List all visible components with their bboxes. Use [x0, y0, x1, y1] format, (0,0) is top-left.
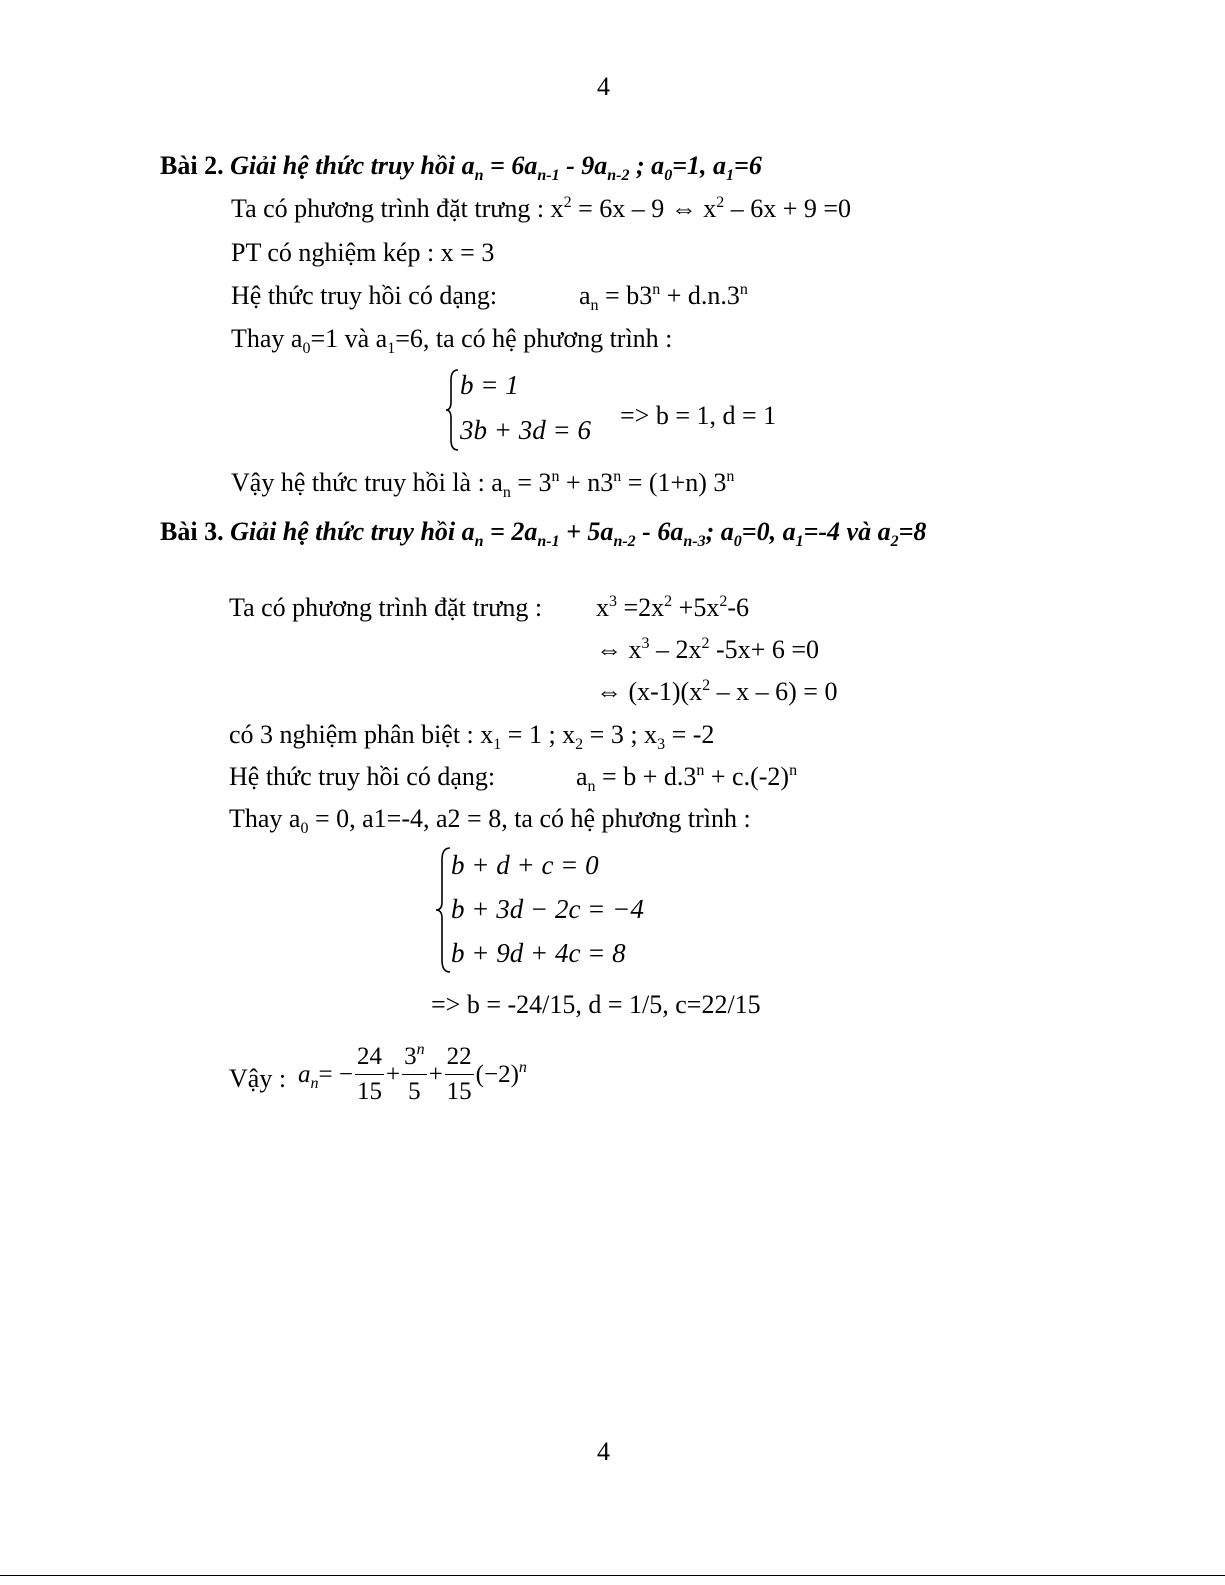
bai3-heading-label: Bài 3. — [160, 517, 224, 546]
bai2-double-root: PT có nghiệm kép : x = 3 — [231, 238, 495, 267]
bai2-substitute: Thay $a_0=1$ và $a_1=6$, ta có hệ phương trình : — [231, 324, 673, 357]
bai2-form-eq: $a_n = b3^n + d.n.3^n$ — [579, 281, 748, 314]
bai3-final-formula: $a_n=$ − $\frac{24}{15}$ + $\frac{3^n}{5}$ + $\frac{22}{15}$ $(-2)^n$ — [298, 1040, 527, 1109]
fraction-3n-5: $\frac{3^n}{5}$ — [404, 1041, 425, 1105]
bai2-system-row2: 3b + 3d = 6 — [460, 415, 591, 445]
bai3-form-eq: $a_n = b + d.3^n + c.(-2)^n$ — [576, 762, 798, 795]
bai3-form-label: Hệ thức truy hồi có dạng: — [229, 762, 496, 791]
page-number-top: 4 — [597, 72, 610, 101]
bai3-system-result: => b = -24/15, d = 1/5, c=22/15 — [431, 990, 761, 1019]
bai3-heading — [160, 517, 927, 550]
bai2-heading-title: Giải hệ thức truy hồi $a_n = 6a_{n-1} - 9a_{n-2}$ ; $a_0=1$, $a_1=6$ — [230, 151, 762, 184]
bai2-system-result: => b = 1, d = 1 — [620, 401, 777, 430]
bai2-conclusion: Vậy hệ thức truy hồi là : $a_n = 3^n + n3^n = (1+n)$ 3$^n$ — [231, 468, 735, 501]
fraction-22-15: $\frac{22}{15}$ — [445, 1040, 474, 1109]
bai3-heading-title: Giải hệ thức truy hồi $a_n = 2a_{n-1} + 5a_{n-2} - 6a_{n-3}$; $a_0=0$, $a_1=-4$ và $a_2=8$ — [230, 517, 927, 550]
page-bottom-rule — [0, 1575, 1225, 1576]
bai3-char-label: Ta có phương trình đặt trưng : — [229, 593, 543, 622]
bai2-characteristic-eq: Ta có phương trình đặt trưng : $x^2 = 6x - 9$ ⇔ $x^2 - 6x + 9 =0$ — [231, 194, 852, 223]
bai2-form-label: Hệ thức truy hồi có dạng: — [231, 281, 498, 310]
fraction-24-15: $\frac{24}{15}$ — [355, 1040, 384, 1109]
bai2-heading-label: Bài 2. — [160, 151, 224, 180]
bai2-system-row1: b = 1 — [460, 370, 519, 400]
bai3-char-eq2: ⇔ $x^3 - 2x^2$ -5x+ 6 =0 — [596, 635, 819, 664]
bai3-roots: có 3 nghiệm phân biệt : $x_1 = 1$ ; $x_2 = 3$ ; $x_3 = -2$ — [229, 720, 715, 753]
bai3-system-row3: b + 9d + 4c = 8 — [451, 938, 626, 968]
bai3-system-row2: b + 3d − 2c = −4 — [451, 894, 644, 924]
bai3-char-eq3: ⇔ $(x-1)(x^2 - x - 6) = 0$ — [596, 677, 838, 706]
bai3-char-eq1: $x^3 =2x^2 +5x^2-6$ — [596, 593, 750, 622]
bai2-system-brace — [444, 368, 460, 452]
bai3-system-row1: b + d + c = 0 — [451, 850, 599, 880]
bai3-final-label: Vậy : — [229, 1064, 287, 1093]
page-number-bottom: 4 — [597, 1437, 610, 1466]
bai3-substitute: Thay $a_0 = 0$, a1=-4, a2 = 8, ta có hệ phương trình : — [229, 804, 751, 837]
bai2-heading — [160, 151, 762, 184]
bai3-system-brace — [434, 846, 452, 974]
